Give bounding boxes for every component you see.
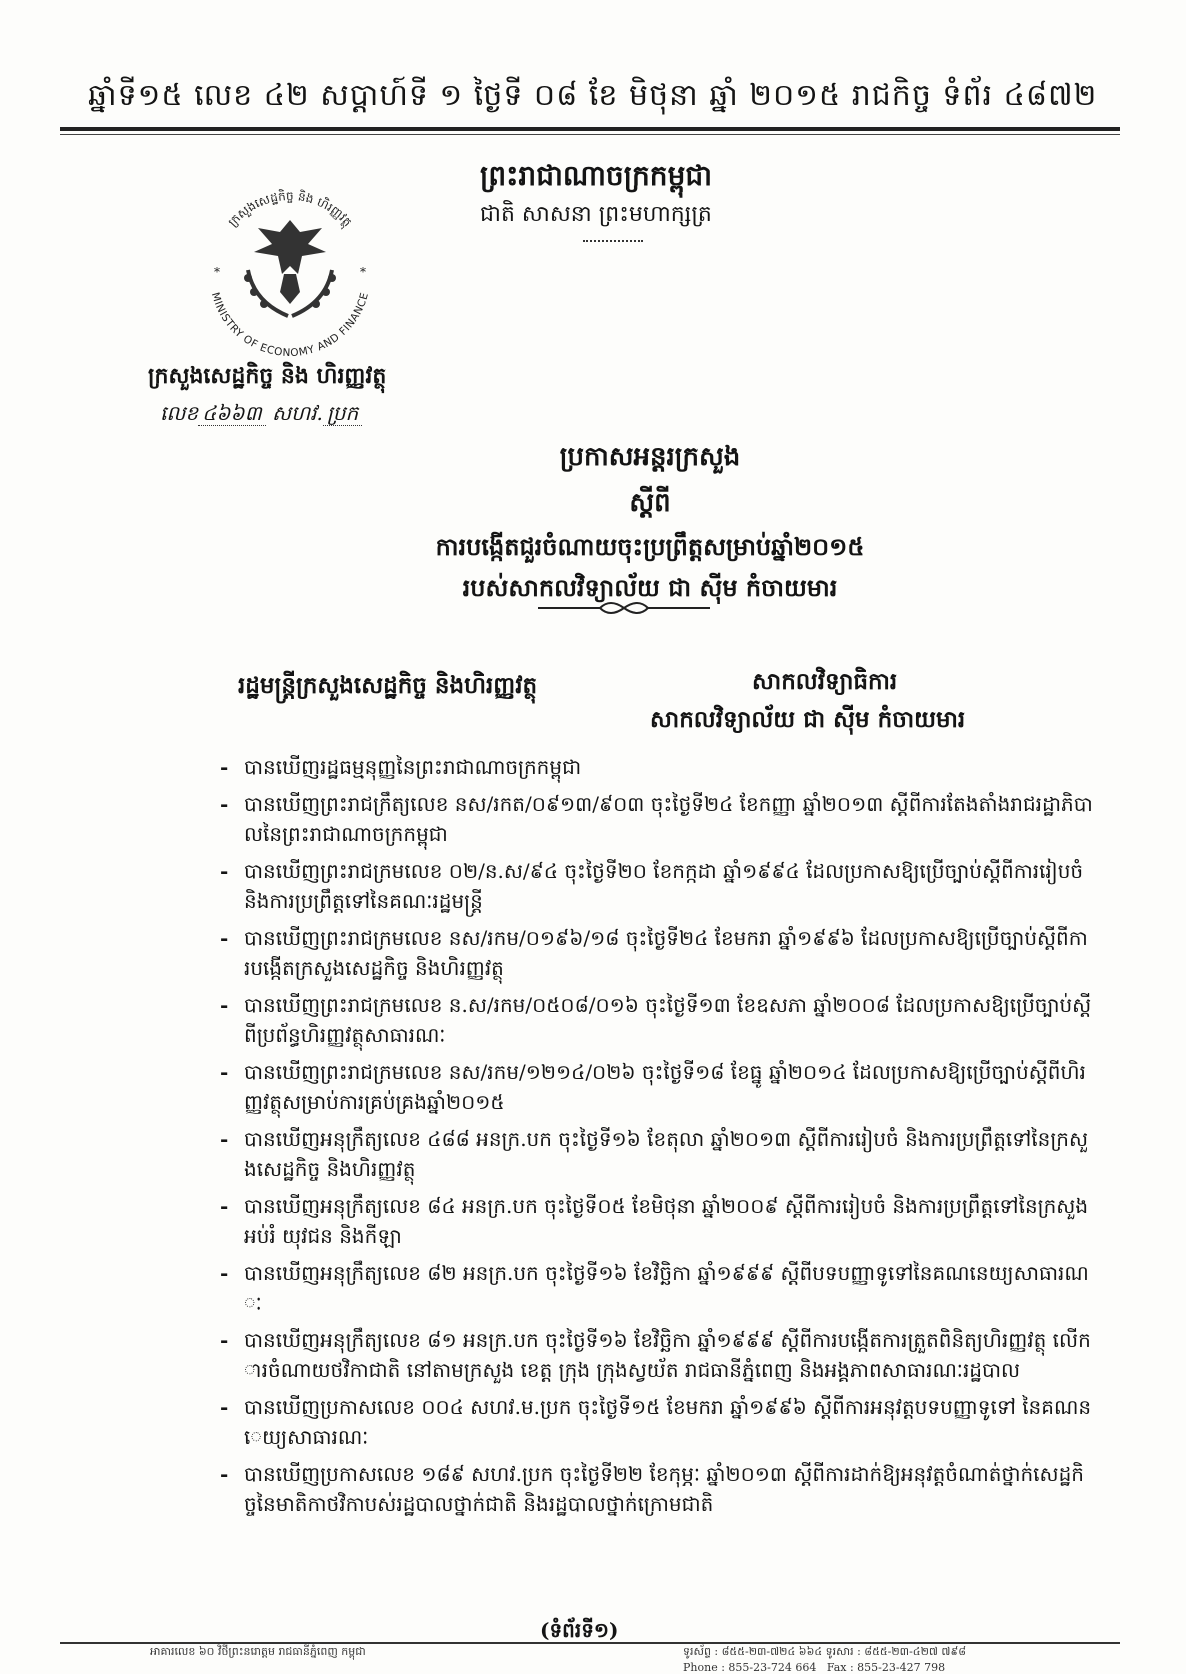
- footer-address: អាគារលេខ ៦០ វិថីព្រះនរោត្តម រាជធានីភ្នំពេញ កម្ពុជា: [150, 1645, 366, 1658]
- list-item: - បានឃើញអនុក្រឹត្យលេខ ៨២ អនក្រ.បក ចុះថ្ងៃទី១៦ ខែវិច្ឆិកា ឆ្នាំ១៩៩៩ ស្តីពីបទបញ្ញាទូទៅនៃគណនេយ្យសាធារណៈ: [214, 1258, 1094, 1318]
- ministry-name: ក្រសួងសេដ្ឋកិច្ច និង ហិរញ្ញវត្ថុ: [148, 363, 387, 389]
- document-title: [300, 440, 1000, 608]
- page-number: (ទំព័រទី១): [540, 1618, 619, 1642]
- title-line-1: ប្រកាសអន្តរក្រសួង: [559, 442, 741, 472]
- list-item: - បានឃើញអនុក្រឹត្យលេខ ៨៤ អនក្រ.បក ចុះថ្ងៃទី០៥ ខែមិថុនា ឆ្នាំ២០០៩ ស្តីពីការរៀបចំ និងការប្រព្រឹត្តទៅនៃក្រសួងអប់រំ យុវជន និងកីឡា: [214, 1191, 1094, 1251]
- list-item: - បានឃើញព្រះរាជក្រមលេខ នស/រកម/១២១៤/០២៦ ចុះថ្ងៃទី១៨ ខែធ្នូ ឆ្នាំ២០១៤ ដែលប្រកាសឱ្យប្រើច្បាប់ស្តីពីហិរញ្ញវត្ថុសម្រាប់ការគ្រប់គ្រងឆ្នាំ២០១៥: [214, 1057, 1094, 1117]
- svg-text:*: *: [214, 265, 220, 279]
- footer-phone-km: ទូរស័ព្ទ : ៨៥៥-២៣-៧២៤ ៦៦៤ ទូរសារ : ៨៥៥-២៣-៤២៧ ៧៩៨: [683, 1645, 967, 1658]
- list-item: - បានឃើញព្រះរាជក្រមលេខ ០២/ន.ស/៩៤ ចុះថ្ងៃទី២០ ខែកក្កដា ឆ្នាំ១៩៩៤ ដែលប្រកាសឱ្យប្រើច្បាប់ស្តីពីការរៀបចំ និងការប្រព្រឹត្តទៅនៃគណៈរដ្ឋមន្ត្រី: [214, 856, 1094, 916]
- title-line-2: ស្តីពី: [629, 488, 671, 518]
- list-item: - បានឃើញព្រះរាជក្រមលេខ ន.ស/រកម/០៥០៨/០១៦ ចុះថ្ងៃទី១៣ ខែឧសភា ឆ្នាំ២០០៨ ដែលប្រកាសឱ្យប្រើច្បាប់ស្តីពីប្រព័ន្ធហិរញ្ញវត្ថុសាធារណៈ: [214, 990, 1094, 1050]
- header-rule-thin: [60, 134, 1120, 135]
- national-motto: ជាតិ សាសនា ព្រះមហាក្សត្រ: [480, 202, 712, 227]
- ref-number: ៤៦៦៣: [198, 401, 266, 426]
- ref-label-office: សហវ: [272, 401, 317, 425]
- footer-phone: Phone : 855-23-724 664: [683, 1661, 817, 1674]
- motto-ornament: [583, 240, 643, 244]
- signatory-right-institution: សាកលវិទ្យាល័យ ជា ស៊ីម កំចាយមារ: [650, 706, 966, 733]
- footer-fax: Fax : 855-23-427 798: [826, 1661, 946, 1674]
- list-item: - បានឃើញរដ្ឋធម្មនុញ្ញនៃព្រះរាជាណាចក្រកម្ពុជា: [214, 752, 1094, 782]
- ministry-seal-icon: [188, 170, 392, 374]
- footer-rule: [60, 1642, 1120, 1644]
- signatory-left: រដ្ឋមន្ត្រីក្រសួងសេដ្ឋកិច្ច និងហិរញ្ញវត្ថុ: [238, 672, 538, 699]
- title-ornament-icon: [538, 598, 710, 618]
- ref-label-no: លេខ: [160, 401, 199, 425]
- header-rule: [60, 127, 1120, 131]
- title-line-3: ការបង្កើតជួរចំណាយចុះប្រព្រឹត្តសម្រាប់ឆ្នាំ២០១៥: [435, 532, 865, 561]
- list-item: - បានឃើញអនុក្រឹត្យលេខ ៨១ អនក្រ.បក ចុះថ្ងៃទី១៦ ខែវិច្ឆិកា ឆ្នាំ១៩៩៩ ស្តីពីការបង្កើតការត្រួតពិនិត្យហិរញ្ញវត្ថុ លើការចំណាយថវិកាជាតិ នៅតាមក្រសួង ខេត្ត ក្រុង ក្រុងស្វយ័ត រាជធានីភ្នំពេញ និងអង្គភាពសាធារណៈរដ្ឋបាល: [214, 1325, 1094, 1385]
- footer-contact: [683, 1645, 966, 1674]
- list-item: - បានឃើញអនុក្រឹត្យលេខ ៤៨៨ អនក្រ.បក ចុះថ្ងៃទី១៦ ខែតុលា ឆ្នាំ២០១៣ ស្តីពីការរៀបចំ និងការប្រព្រឹត្តទៅនៃក្រសួងសេដ្ឋកិច្ច និងហិរញ្ញវត្ថុ: [214, 1124, 1094, 1184]
- list-item: - បានឃើញព្រះរាជក្រឹត្យលេខ នស/រកត/០៩១៣/៩០៣ ចុះថ្ងៃទី២៤ ខែកញ្ញា ឆ្នាំ២០១៣ ស្តីពីការតែងតាំងរាជរដ្ឋាភិបាលនៃព្រះរាជាណាចក្រកម្ពុជា: [214, 789, 1094, 849]
- gazette-header: ឆ្នាំទី១៥ លេខ ៤២ សប្តាហ៍ទី ១ ថ្ងៃទី ០៨ ខែ មិថុនា ឆ្នាំ ២០១៥ រាជកិច្ច ទំព័រ ៤៨៧២: [88, 78, 1098, 113]
- reference-number: លេខ ៤៦៦៣ សហវ. ប្រក: [160, 400, 362, 430]
- list-item: - បានឃើញប្រកាសលេខ ០០៤ សហវ.ម.ប្រក ចុះថ្ងៃទី១៥ ខែមករា ឆ្នាំ១៩៩៦ ស្តីពីការអនុវត្តបទបញ្ញាទូទៅ នៃគណនេយ្យសាធារណៈ: [214, 1392, 1094, 1452]
- seal-text-top: ក្រសួងសេដ្ឋកិច្ច និង ហិរញ្ញវត្ថុ: [225, 188, 355, 230]
- svg-text:*: *: [360, 265, 366, 279]
- title-line-4: របស់សាកលវិទ្យាល័យ ជា ស៊ីម កំចាយមារ: [462, 573, 838, 602]
- signatory-right-title: សាកលវិទ្យាធិការ: [752, 668, 898, 695]
- list-item: - បានឃើញប្រកាសលេខ ១៨៩ សហវ.ប្រក ចុះថ្ងៃទី២២ ខែកុម្ភៈ ឆ្នាំ២០១៣ ស្តីពីការដាក់ឱ្យអនុវត្តចំណាត់ថ្នាក់សេដ្ឋកិច្ចនៃមាតិកាថវិកាបស់រដ្ឋបាលថ្នាក់ជាតិ និងរដ្ឋបាលថ្នាក់ក្រោមជាតិ: [214, 1459, 1094, 1519]
- kingdom-heading: ព្រះរាជាណាចក្រកម្ពុជា: [480, 159, 713, 192]
- seal-text-bottom: MINISTRY OF ECONOMY AND FINANCE: [208, 291, 372, 360]
- list-item: - បានឃើញព្រះរាជក្រមលេខ នស/រកម/០១៩៦/១៨ ចុះថ្ងៃទី២៤ ខែមករា ឆ្នាំ១៩៩៦ ដែលប្រកាសឱ្យប្រើច្បាប់ស្តីពីការបង្កើតក្រសួងសេដ្ឋកិច្ច និងហិរញ្ញវត្ថុ: [214, 923, 1094, 983]
- ref-office-code: ប្រក: [323, 401, 362, 426]
- reference-list: [214, 752, 1094, 1526]
